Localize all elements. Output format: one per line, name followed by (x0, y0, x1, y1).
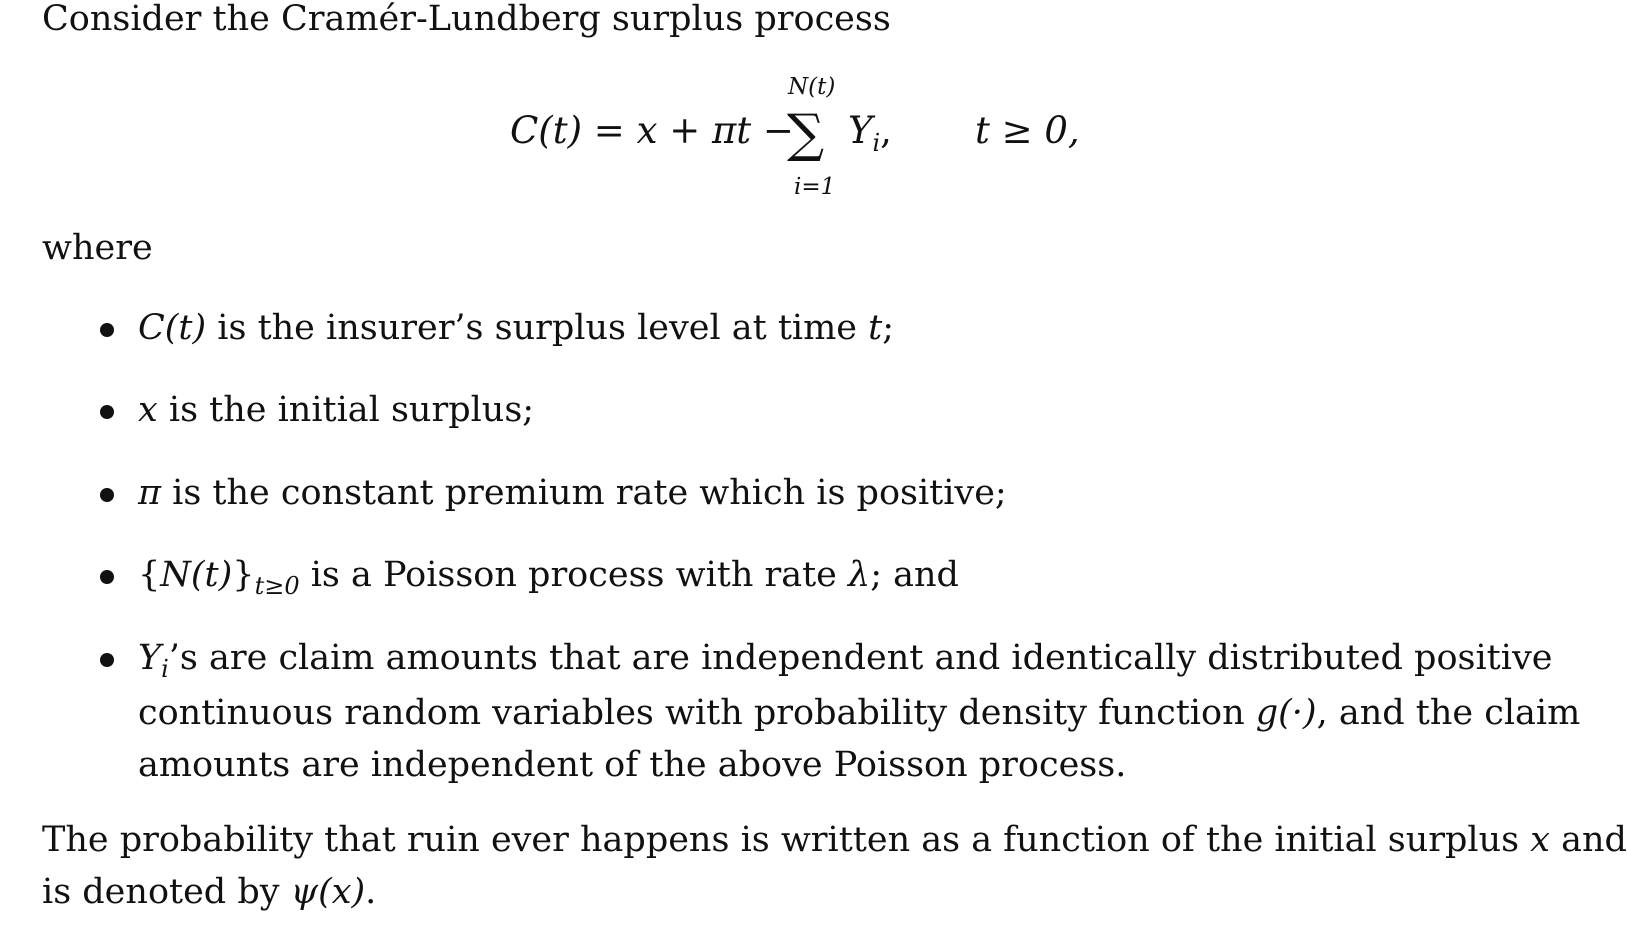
list-item (138, 467, 1007, 519)
list-item-text: is a Poisson process with rate (299, 555, 849, 595)
summand-subscript: i (872, 129, 881, 157)
list-item-text: continuous random variables with probability density function (138, 693, 1256, 733)
summation-sign: ∑ (787, 104, 825, 164)
math-symbol: t (868, 308, 883, 348)
list-item-tail: ; (882, 308, 895, 348)
list-item (138, 549, 959, 604)
sum-lower-limit: i=1 (794, 174, 836, 200)
math-symbol: π (138, 473, 162, 513)
sum-upper-limit: N(t) (788, 74, 836, 100)
math-brace: } (232, 555, 255, 595)
bullet-dot (100, 323, 114, 337)
list-item-line (138, 632, 1553, 687)
paragraph-tail: and (1550, 820, 1627, 860)
where-text: where (42, 228, 153, 268)
equation-condition: t ≥ 0, (975, 109, 1080, 152)
bullet-dot (100, 570, 114, 584)
bullet-dot (100, 488, 114, 502)
list-item (138, 302, 894, 354)
list-item-text: is the initial surplus; (157, 390, 535, 430)
bullet-dot (100, 653, 114, 667)
equation-summand (848, 109, 892, 157)
paragraph-tail: . (365, 872, 377, 912)
list-item-tail: ; and (870, 555, 959, 595)
math-symbol: g(·) (1255, 693, 1317, 733)
math-subscript: t≥0 (254, 572, 300, 600)
math-symbol: λ (848, 555, 871, 595)
equation-lhs: C(t) = x + πt − (510, 109, 794, 152)
list-item-line (138, 687, 1581, 739)
list-item-text: amounts are independent of the above Poisson process. (138, 745, 1127, 785)
list-item-line (138, 739, 1540, 791)
list-item (138, 384, 534, 436)
math-symbol: x (138, 390, 158, 430)
paragraph-line (42, 814, 1627, 866)
math-symbol: x (1530, 820, 1551, 860)
summand-symbol: Y (848, 109, 873, 152)
list-item-text: is the constant premium rate which is positive; (161, 473, 1007, 513)
math-symbol: Y (138, 638, 162, 678)
paragraph-text: is denoted by (42, 872, 291, 912)
list-item-text: ’s are claim amounts that are independent and identically distributed positive (168, 638, 1553, 678)
intro-text: Consider the Cramér-Lundberg surplus process (42, 0, 891, 39)
summand-comma: , (880, 109, 892, 152)
closing-paragraph (42, 814, 1627, 918)
math-subscript: i (161, 655, 169, 683)
bullet-dot (100, 405, 114, 419)
math-symbol: ψ(x) (290, 872, 366, 912)
math-symbol: N(t) (160, 555, 233, 595)
math-brace: { (138, 555, 161, 595)
list-item (138, 632, 1581, 791)
list-item-tail: , and the claim (1316, 693, 1581, 733)
paragraph-line (42, 866, 1540, 918)
list-item-text: is the insurer’s surplus level at time (206, 308, 869, 348)
paragraph-text: The probability that ruin ever happens is written as a function of the initial surplus (42, 820, 1531, 860)
math-symbol: C(t) (138, 308, 207, 348)
